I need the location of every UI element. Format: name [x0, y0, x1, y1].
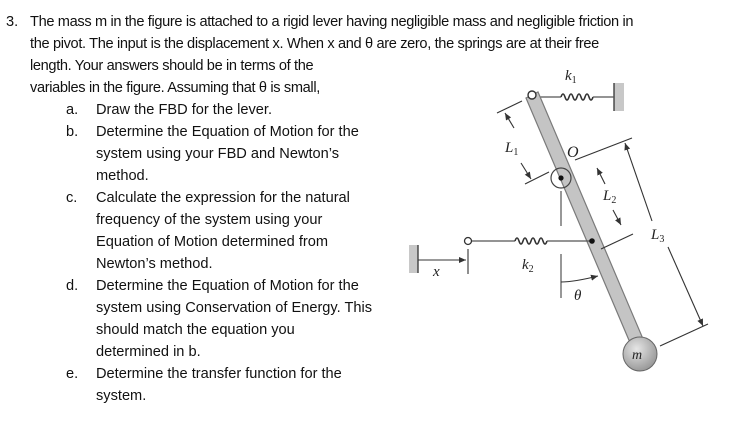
l2-label: $L_2$	[603, 188, 617, 206]
part-d-label: d.	[66, 278, 79, 294]
part-c-line-1: Calculate the expression for the natural	[96, 190, 350, 206]
l1-label: $L_1$	[505, 140, 519, 158]
lever-bar	[526, 92, 646, 352]
part-e-line-2: system.	[96, 388, 147, 404]
l3-dimension	[625, 143, 708, 346]
theta-arc	[561, 276, 598, 282]
part-b-label: b.	[66, 124, 79, 140]
k2-attachment-point	[589, 238, 595, 244]
part-d-line-2: system using Conservation of Energy. This	[96, 300, 373, 316]
intro-line-2: the pivot. The input is the displacement x. When x and θ are zero, the springs are at their free	[30, 36, 599, 52]
k1-spring	[532, 94, 614, 100]
part-a-line-1: Draw the FBD for the lever.	[96, 102, 273, 118]
mass-label: m	[632, 348, 643, 363]
part-c-label: c.	[66, 190, 78, 206]
part-d-line-4: determined in b.	[96, 344, 201, 360]
problem-number: 3.	[6, 14, 19, 30]
part-e-line-1: Determine the transfer function for the	[96, 366, 342, 382]
intro-line-4: variables in the figure. Assuming that θ is small,	[30, 80, 320, 96]
part-c-line-4: Newton’s method.	[96, 256, 213, 272]
k2-spring	[472, 238, 592, 244]
k2-input-pin	[465, 238, 472, 245]
intro-line-1: The mass m in the figure is attached to a rigid lever having negligible mass and negligible friction in	[30, 14, 634, 30]
k1-wall	[614, 83, 624, 111]
x-wall	[409, 245, 418, 273]
pivot-label: O	[567, 144, 579, 161]
intro-line-3: length. Your answers should be in terms of the	[30, 58, 314, 74]
part-c-line-2: frequency of the system using your	[96, 212, 323, 228]
theta-label: θ	[574, 288, 582, 304]
part-c-line-3: Equation of Motion determined from	[96, 234, 329, 250]
part-a-label: a.	[66, 102, 79, 118]
x-label: x	[433, 264, 440, 280]
k1-label: $k_1$	[565, 68, 577, 86]
part-b-line-2: system using your FBD and Newton’s	[96, 146, 340, 162]
part-d-line-1: Determine the Equation of Motion for the	[96, 278, 359, 294]
k1-attachment-pin	[528, 91, 536, 99]
part-b-line-1: Determine the Equation of Motion for the	[96, 124, 359, 140]
part-d-line-3: should match the equation you	[96, 322, 295, 338]
l3-label: $L_3$	[651, 227, 665, 245]
part-b-line-3: method.	[96, 168, 149, 184]
part-e-label: e.	[66, 366, 79, 382]
k2-label: $k_2$	[522, 257, 534, 275]
